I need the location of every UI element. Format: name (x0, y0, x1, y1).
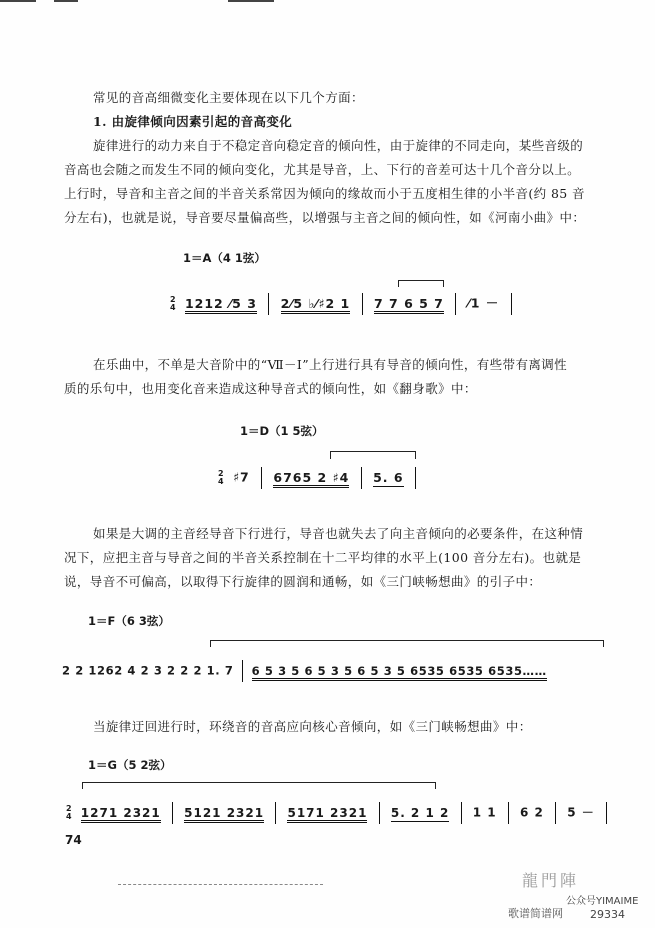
paragraph-line: 旋律进行的动力来自于不稳定音向稳定音的倾向性，由于旋律的不同走向，某些音级的 (93, 138, 584, 153)
measure: 5 － (567, 805, 595, 820)
music-example (218, 467, 422, 489)
barline (379, 802, 380, 824)
barline (555, 802, 556, 824)
measure: 1212 ⁄5 3 (185, 296, 257, 314)
top-edge-mark (0, 0, 36, 2)
section-heading: 1. 由旋律倾向因素引起的音高变化 (93, 114, 293, 129)
watermark-logo: 龍門陣 (522, 871, 580, 890)
barline (415, 467, 416, 489)
measure: 2 2 1262 4 2 3 2 2 2 1. 7 (62, 663, 234, 678)
barline (461, 802, 462, 824)
paragraph-line: 质的乐句中，也用变化音来造成这种导音式的倾向性，如《翻身歌》中： (64, 381, 477, 396)
paragraph-line: 如果是大调的主音经导音下行进行，导音也就失去了向主音倾向的必要条件，在这种情 (93, 526, 584, 541)
barline (455, 293, 456, 315)
measure: 5. 6 (373, 469, 404, 485)
paragraph-line: 分左右)，也就是说，导音要尽量偏高些，以增强与主音之间的倾向性，如《河南小曲》中： (64, 210, 586, 225)
barline (511, 293, 512, 315)
measure: 6765 2 ♯4 (273, 470, 349, 488)
time-signature: 2 4 (66, 804, 73, 821)
top-edge-mark (54, 0, 78, 2)
intro-text: 常见的音高细微变化主要体现在以下几个方面： (93, 90, 364, 105)
watermark-text: 歌谱简谱网 (508, 907, 563, 920)
barline (172, 802, 173, 824)
measure: 6 2 (519, 805, 544, 820)
barline (508, 802, 509, 824)
barline (268, 293, 269, 315)
measure: 5121 2321 (184, 806, 264, 823)
phrase-bracket (398, 280, 444, 287)
watermark-text: 公众号YIMAIME (566, 896, 639, 907)
phrase-bracket (330, 451, 416, 459)
measure: 5. 2 1 2 (390, 805, 450, 820)
measure: 1 1 (472, 805, 497, 820)
measure: 1271 2321 (81, 806, 161, 823)
barline (275, 802, 276, 824)
key-signature: 1＝D（1 5弦） (240, 424, 324, 438)
barline (606, 802, 607, 824)
paragraph-line: 音高也会随之而发生不同的倾向变化，尤其是导音，上、下行的音差可达十几个音分以上。 (64, 162, 581, 177)
phrase-bracket (210, 640, 604, 647)
bottom-rule (118, 884, 323, 885)
barline (242, 660, 243, 682)
page-number: 74 (65, 833, 82, 847)
watermark-text: 29334 (590, 908, 625, 921)
measure: 7 7 6 5 7 (374, 296, 444, 314)
time-signature: 2 4 (218, 469, 225, 486)
measure: 6 5 3 5 6 5 3 5 6 5 3 5 6535 6535 6535…… (252, 664, 547, 681)
key-signature: 1＝F（6 3弦） (88, 614, 170, 628)
top-edge-mark (228, 0, 274, 2)
phrase-bracket (82, 782, 436, 789)
grace-note: ♯7 (232, 469, 250, 485)
music-example (66, 802, 613, 824)
paragraph-line: 上行时，导音和主音之间的半音关系常因为倾向的缘故而小于五度相生律的小半音(约 85 音 (64, 186, 585, 201)
barline (361, 467, 362, 489)
music-example (62, 660, 547, 682)
key-signature: 1＝A（4 1弦） (183, 251, 266, 265)
paragraph-line: 说，导音不可偏高，以取得下行旋律的圆润和通畅，如《三门峡畅想曲》的引子中： (64, 574, 542, 589)
barline (362, 293, 363, 315)
time-signature: 2 4 (170, 295, 177, 312)
key-signature: 1＝G（5 2弦） (88, 758, 172, 772)
measure: 5171 2321 (287, 806, 367, 823)
paragraph-line: 在乐曲中，不单是大音阶中的“Ⅶ－Ⅰ”上行进行具有导音的倾向性，有些带有离调性 (93, 357, 568, 372)
barline (261, 467, 262, 489)
measure: 2⁄5 ♭⁄♯2 1 (281, 296, 351, 314)
measure: ⁄1 － (467, 295, 500, 311)
paragraph-line: 当旋律迂回进行时，环绕音的音高应向核心音倾向，如《三门峡畅想曲》中： (93, 719, 532, 734)
music-example (170, 293, 518, 315)
paragraph-line: 况下，应把主音与导音之间的半音关系控制在十二平均律的水平上(100 音分左右)。也就是 (64, 550, 582, 565)
